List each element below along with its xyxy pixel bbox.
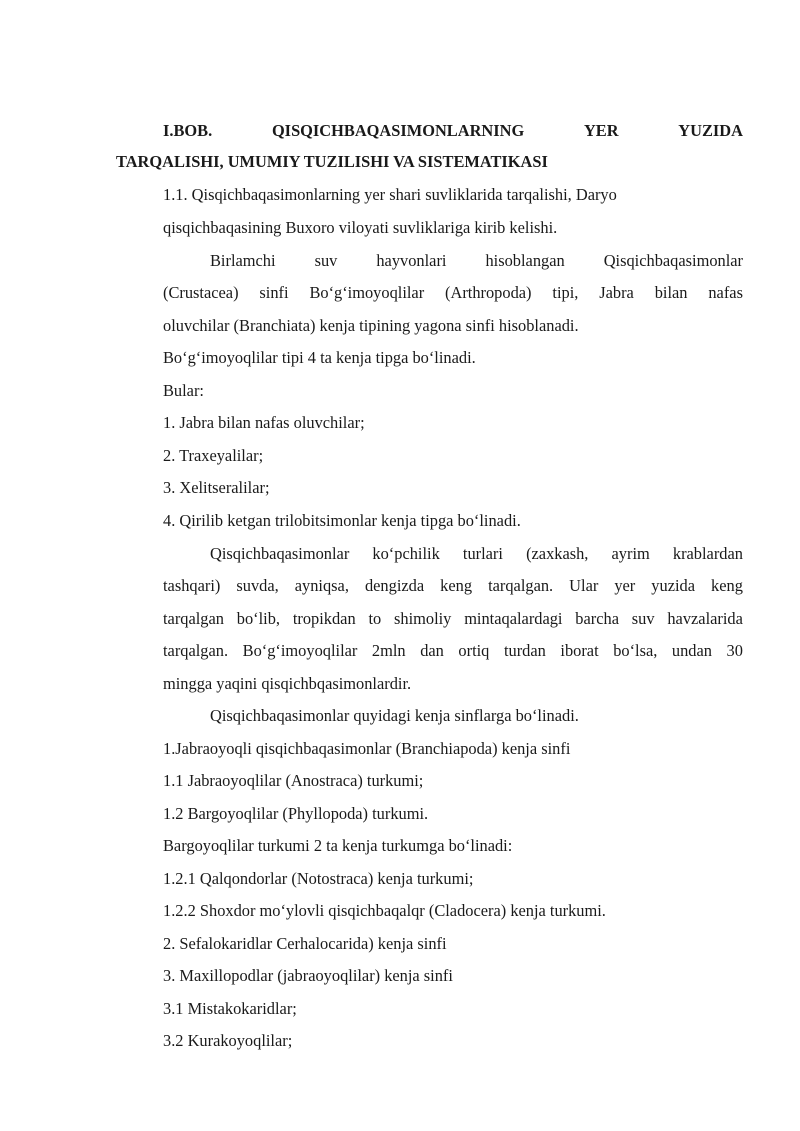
classification-item: 1.2.2 Shoxdor mo‘ylovli qisqichbaqalqr (Cladocera) kenja turkumi. [163, 901, 606, 920]
classification-item: 3.1 Mistakokaridlar; [163, 999, 297, 1018]
chapter-heading-line1 [163, 121, 743, 141]
heading-word: I.BOB. [163, 121, 213, 140]
word: yer [614, 576, 636, 595]
para1-line2 [163, 283, 743, 303]
word: tarqalgan [163, 609, 224, 628]
para1-line3: oluvchilar (Branchiata) kenja tipining yagona sinfi hisoblanadi. [163, 316, 579, 335]
word: tarqalgan. [163, 641, 229, 660]
word: turdan [503, 641, 546, 660]
word: Birlamchi [210, 251, 276, 270]
word: shimoliy [394, 609, 452, 628]
list-item: 3. Xelitseralilar; [163, 478, 270, 497]
word: to [368, 609, 382, 628]
word: undan [671, 641, 712, 660]
word: havzalarida [667, 609, 743, 628]
heading-word: QISQICHBAQASIMONLARNING [271, 121, 525, 140]
classification-item: 3. Maxillopodlar (jabraoyoqlilar) kenja sinfi [163, 966, 453, 985]
word: suv [314, 251, 338, 270]
classification-item: Bargoyoqlilar turkumi 2 ta kenja turkumga bo‘linadi: [163, 836, 513, 855]
para2-line5: mingga yaqini qisqichbqasimonlardir. [163, 674, 412, 693]
para2-line3 [163, 609, 743, 629]
word: tropikdan [292, 609, 356, 628]
list-item: 4. Qirilib ketgan trilobitsimonlar kenja tipga bo‘linadi. [163, 511, 521, 530]
classification-item: 1.Jabraoyoqli qisqichbaqasimonlar (Branchiapoda) kenja sinfi [163, 739, 571, 758]
word: tashqari) [163, 576, 221, 595]
word: Qisqichbaqasimonlar [210, 544, 350, 563]
para1-line1 [210, 251, 743, 271]
para2-line2 [163, 576, 743, 596]
word: bo‘lib, [236, 609, 281, 628]
para2-line1 [210, 544, 743, 564]
heading-word: YUZIDA [678, 121, 743, 140]
word: 30 [726, 641, 743, 660]
word: ortiq [458, 641, 490, 660]
word: (Arthropoda) [445, 283, 532, 302]
types-line: Bo‘g‘imoyoqlilar tipi 4 ta kenja tipga bo‘linadi. [163, 348, 476, 367]
word: hisoblangan [485, 251, 565, 270]
word: nafas [708, 283, 743, 302]
word: (zaxkash, [526, 544, 589, 563]
word: tarqalgan. [488, 576, 554, 595]
classification-item: 1.2.1 Qalqondorlar (Notostraca) kenja turkumi; [163, 869, 474, 888]
word: dengizda [364, 576, 425, 595]
classification-item: 1.1 Jabraoyoqlilar (Anostraca) turkumi; [163, 771, 424, 790]
word: Qisqichbaqasimonlar [603, 251, 743, 270]
para2-line4 [163, 641, 743, 661]
section-title-line2: qisqichbaqasining Buxoro viloyati suvliklariga kirib kelishi. [163, 218, 558, 237]
word: keng [440, 576, 473, 595]
classification-item: 1.2 Bargoyoqlilar (Phyllopoda) turkumi. [163, 804, 429, 823]
word: Bo‘g‘imoyoqlilar [309, 283, 425, 302]
word: ko‘pchilik [372, 544, 440, 563]
classification-item: 3.2 Kurakoyoqlilar; [163, 1031, 293, 1050]
chapter-heading-line2: TARQALISHI, UMUMIY TUZILISHI VA SISTEMATIKASI [116, 152, 548, 171]
word: dan [420, 641, 444, 660]
word: barcha [575, 609, 619, 628]
list-item: 2. Traxeyalilar; [163, 446, 264, 465]
word: (Crustacea) [163, 283, 239, 302]
word: yuzida [651, 576, 695, 595]
word: ayrim [611, 544, 650, 563]
word: sinfi [259, 283, 289, 302]
word: ayniqsa, [294, 576, 349, 595]
classification-item: 2. Sefalokaridlar Cerhalocarida) kenja sinfi [163, 934, 447, 953]
word: turlari [462, 544, 503, 563]
heading-word: YER [583, 121, 619, 140]
word: bilan [654, 283, 688, 302]
bular-line: Bular: [163, 381, 204, 400]
word: Jabra [599, 283, 634, 302]
word: krablardan [672, 544, 743, 563]
word: hayvonlari [376, 251, 447, 270]
para3-intro: Qisqichbaqasimonlar quyidagi kenja sinflarga bo‘linadi. [210, 706, 579, 725]
word: suv [631, 609, 655, 628]
word: Bo‘g‘imoyoqlilar [242, 641, 358, 660]
word: bo‘lsa, [613, 641, 658, 660]
section-title-line1: 1.1. Qisqichbaqasimonlarning yer shari suvliklarida tarqalishi, Daryo [163, 185, 617, 204]
word: tipi, [552, 283, 579, 302]
list-item: 1. Jabra bilan nafas oluvchilar; [163, 413, 365, 432]
word: iborat [560, 641, 599, 660]
word: Ular [569, 576, 599, 595]
word: keng [711, 576, 743, 595]
word: suvda, [236, 576, 279, 595]
word: 2mln [371, 641, 406, 660]
word: mintaqalardagi [464, 609, 563, 628]
